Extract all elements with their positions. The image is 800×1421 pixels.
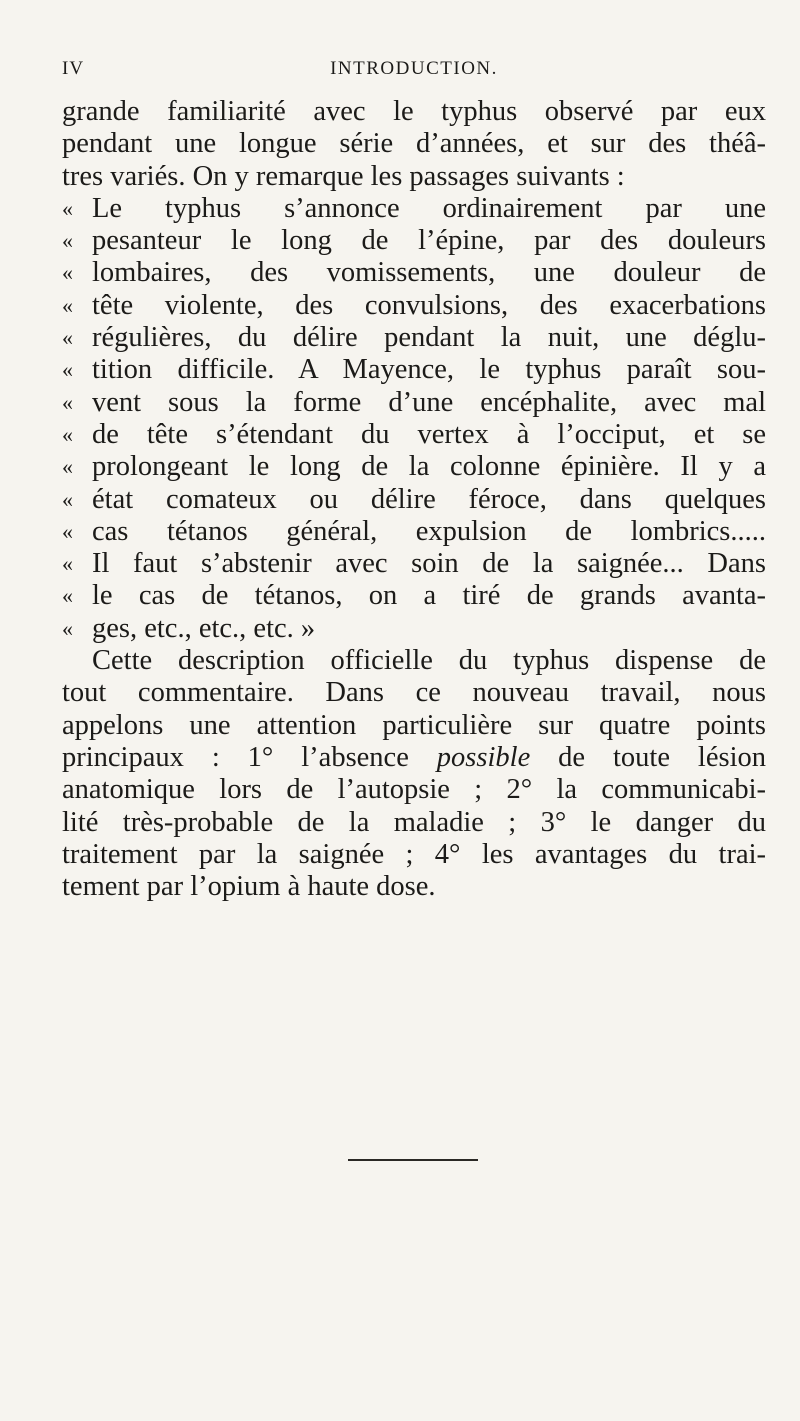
quote-text: état comateux ou délire féroce, dans quelques (92, 483, 766, 515)
quote-text: tition difficile. A Mayence, le typhus paraît sou- (92, 354, 766, 386)
quote-mark: « (62, 228, 73, 254)
quote-line (62, 193, 766, 225)
text-line: anatomique lors de l’autopsie ; 2° la communicabi- (62, 774, 766, 806)
quote-text: le cas de tétanos, on a tiré de grands avanta- (92, 580, 766, 612)
quote-text: prolongeant le long de la colonne épinière. Il y a (92, 451, 766, 483)
quote-line (62, 484, 766, 516)
quote-line (62, 225, 766, 257)
quote-mark: « (62, 292, 73, 318)
quote-mark: « (62, 454, 73, 480)
quote-line (62, 580, 766, 612)
text-line: principaux : 1° l’absence possible de toute lésion (62, 741, 766, 773)
quote-mark: « (62, 615, 73, 641)
body-text (62, 96, 766, 903)
text-line: appelons une attention particulière sur quatre points (62, 709, 766, 741)
quote-text: ges, etc., etc., etc. » (92, 612, 316, 644)
quote-mark: « (62, 195, 73, 221)
running-title: INTRODUCTION. (330, 58, 498, 79)
quote-line (62, 257, 766, 289)
quote-text: Il faut s’abstenir avec soin de la saignée... Dans (92, 548, 766, 580)
quote-text: de tête s’étendant du vertex à l’occiput, et se (92, 418, 766, 450)
quote-mark: « (62, 421, 73, 447)
quote-text: régulières, du délire pendant la nuit, une déglu- (92, 322, 766, 354)
text-line: grande familiarité avec le typhus observé par eux (62, 96, 766, 127)
quote-text: Le typhus s’annonce ordinairement par une (92, 192, 766, 224)
text-line: tres variés. On y remarque les passages suivants : (62, 160, 625, 192)
quote-mark: « (62, 486, 73, 512)
text-line: traitement par la saignée ; 4° les avantages du trai- (62, 838, 766, 870)
text-line: lité très-probable de la maladie ; 3° le danger du (62, 806, 766, 838)
page-number: IV (62, 58, 85, 79)
text-line: tement par l’opium à haute dose. (62, 871, 436, 903)
quote-mark: « (62, 389, 73, 415)
text-line: tout commentaire. Dans ce nouveau travail, nous (62, 677, 766, 709)
quote-text: cas tétanos général, expulsion de lombrics..... (92, 515, 766, 547)
quote-text: vent sous la forme d’une encéphalite, avec mal (92, 386, 766, 418)
quote-mark: « (62, 518, 73, 544)
quote-line (62, 290, 766, 322)
quote-line (62, 419, 766, 451)
quote-mark: « (62, 583, 73, 609)
quote-line (62, 516, 766, 548)
quote-line (62, 387, 766, 419)
running-head (62, 58, 766, 82)
quote-text: pesanteur le long de l’épine, par des douleurs (92, 225, 766, 257)
quote-mark: « (62, 260, 73, 286)
quote-mark: « (62, 357, 73, 383)
quote-line (62, 354, 766, 386)
section-rule (348, 1159, 478, 1161)
quote-mark: « (62, 551, 73, 577)
quote-line (62, 613, 766, 645)
quote-text: tête violente, des convulsions, des exacerbations (92, 289, 766, 321)
quote-text: lombaires, des vomissements, une douleur de (92, 257, 766, 289)
quote-line (62, 322, 766, 354)
emphasis-word: possible (436, 741, 531, 773)
quote-mark: « (62, 325, 73, 351)
quote-line (62, 451, 766, 483)
text-line: Cette description officielle du typhus dispense de (92, 645, 766, 677)
text-line: pendant une longue série d’années, et sur des théâ- (62, 128, 766, 160)
quote-line (62, 548, 766, 580)
